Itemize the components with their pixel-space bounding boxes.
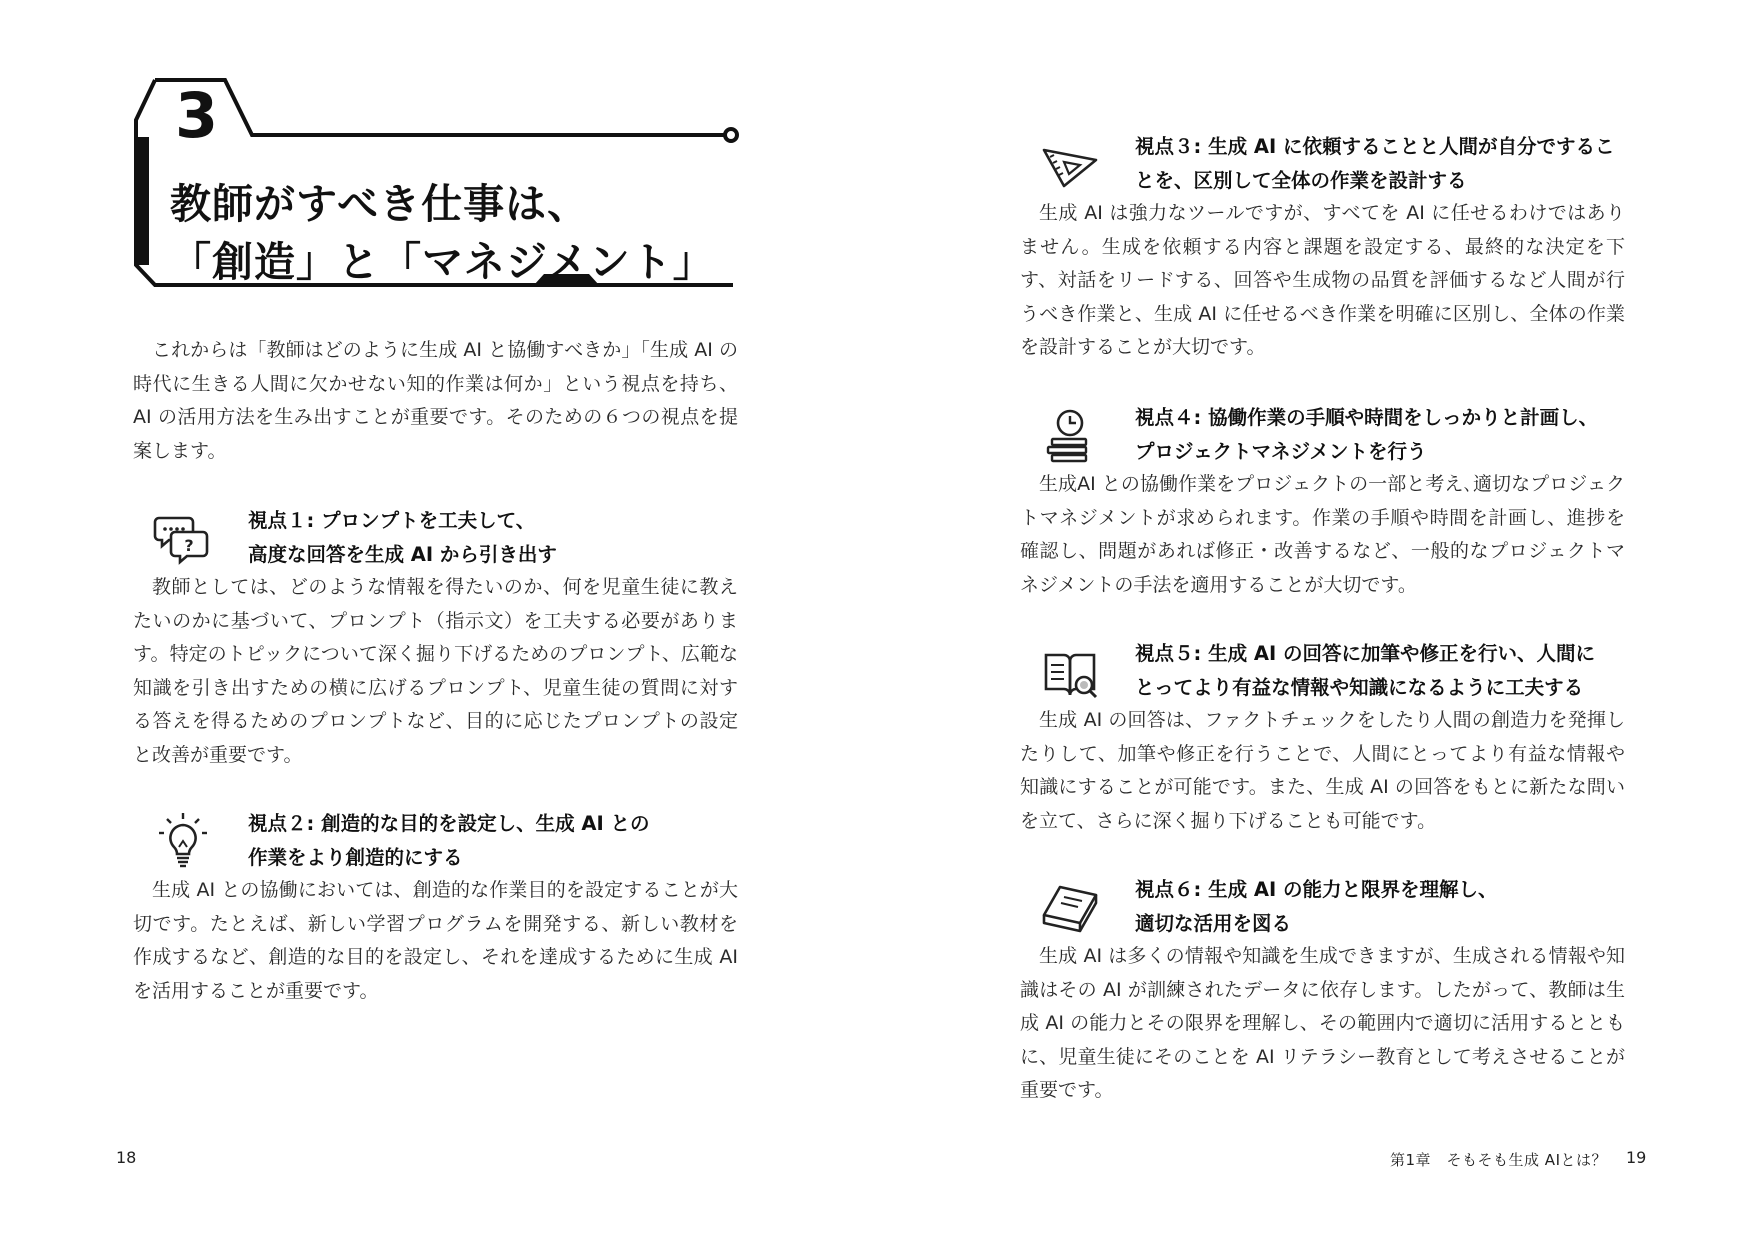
viewpoint-6-title <box>1135 873 1635 940</box>
viewpoint-5 <box>1020 637 1625 847</box>
clock-stack-icon <box>1040 407 1100 467</box>
lightbulb-icon <box>153 811 213 871</box>
viewpoint-1-body: 教師としては、どのような情報を得たいのか、何を児童生徒に教えたいのかに基づいて、プロンプト（指示文）を工夫する必要があります。特定のトピックについて深く掘り下げるためのプロンプト、広範な知識を引き出すための横に広げるプロンプト、児童生徒の質問に対する答えを得るためのプロンプトなど、目的に応じたプロンプトの設定と改善が重要です。 <box>133 576 738 766</box>
viewpoint-3-body: 生成 AI は強力なツールですが、すべてを AI に任せるわけではありません。生成を依頼する内容と課題を設定する、最終的な決定を下す、対話をリードする、回答や生成物の品質を評価するなど人間が行うべき作業と、生成 AI に任せるべき作業を明確に区別し、全体の作業を設計することが大切です。 <box>1020 202 1625 358</box>
viewpoint-5-body: 生成 AI の回答は、ファクトチェックをしたり人間の創造力を発揮したりして、加筆や修正を行うことで、人間にとってより有益な情報や知識にすることが可能です。また、生成 AI の回答をもとに新たな問いを立て、さらに深く掘り下げることも可能です。 <box>1020 709 1625 832</box>
viewpoint-4-body: 生成AI との協働作業をプロジェクトの一部と考え､適切なプロジェクトマネジメントが求められます。作業の手順や時間を計画し、進捗を確認し、問題があれば修正・改善するなど、一般的なプロジェクトマネジメントの手法を適用することが大切です。 <box>1020 473 1625 596</box>
page-number-left: 18 <box>116 1148 137 1167</box>
viewpoint-4-title <box>1135 401 1635 468</box>
chapter-title-line1: 教師がすべき仕事は、 <box>170 180 590 228</box>
viewpoint-2-title <box>248 807 748 874</box>
viewpoint-1-title-line2: 高度な回答を生成 AI から引き出す <box>248 542 557 566</box>
viewpoint-5-title <box>1135 637 1635 704</box>
page-number-right: 19 <box>1626 1148 1647 1167</box>
chapter-title-line2: 「創造」と「マネジメント」 <box>170 238 715 286</box>
viewpoint-2-title-line2: 作業をより創造的にする <box>248 845 463 869</box>
viewpoint-6 <box>1020 873 1625 1113</box>
svg-text:?: ? <box>184 536 194 555</box>
viewpoint-6-title-line1: 視点６: 生成 AI の能力と限界を理解し、 <box>1135 878 1498 901</box>
viewpoint-3 <box>1020 130 1625 370</box>
viewpoint-4 <box>1020 401 1625 611</box>
triangle-ruler-icon <box>1040 136 1100 196</box>
chat-question-icon <box>153 510 213 570</box>
viewpoint-2-title-line1: 視点２: 創造的な目的を設定し、生成 AI との <box>248 812 650 835</box>
chapter-title <box>170 175 715 291</box>
intro-paragraph: これからは「教師はどのように生成 AI と協働すべきか」「生成 AI の時代に生きる人間に欠かせない知的作業は何か」という視点を持ち、AI の活用方法を生み出すことが重要です。そのための６つの視点を提案します。 <box>133 339 738 462</box>
viewpoint-1 <box>133 504 738 774</box>
viewpoint-1-title <box>248 504 748 571</box>
running-head: 第1章 そもそも生成 AIとは？ <box>1390 1151 1607 1169</box>
chapter-number: 3 <box>175 79 219 152</box>
viewpoint-6-body: 生成 AI は多くの情報や知識を生成できますが、生成される情報や知識はその AI が訓練されたデータに依存します。したがって、教師は生成 AI の能力とその限界を理解し、その範囲内で適切に活用するとともに、児童生徒にそのことを AI リテラシー教育として考えさせることが重要です。 <box>1020 945 1625 1101</box>
right-page <box>877 0 1755 1240</box>
book-magnifier-icon <box>1040 645 1100 705</box>
viewpoint-1-title-line1: 視点１: プロンプトを工夫して、 <box>248 509 536 532</box>
viewpoint-6-title-line2: 適切な活用を図る <box>1135 911 1292 935</box>
closed-book-icon <box>1040 879 1100 939</box>
viewpoint-4-title-line1: 視点４: 協働作業の手順や時間をしっかりと計画し、 <box>1135 406 1599 429</box>
viewpoint-5-title-line1: 視点５: 生成 AI の回答に加筆や修正を行い、人間に <box>1135 642 1596 665</box>
viewpoint-3-title-line2: とを、区別して全体の作業を設計する <box>1135 168 1467 192</box>
left-page <box>0 0 877 1240</box>
viewpoint-5-title-line2: とってより有益な情報や知識になるように工夫する <box>1135 675 1584 699</box>
chapter-header <box>130 75 750 325</box>
viewpoint-2-body: 生成 AI との協働においては、創造的な作業目的を設定することが大切です。たとえば、新しい学習プログラムを開発する、新しい教材を作成するなど、創造的な目的を設定し、それを達成するために生成 AI を活用することが重要です。 <box>133 879 738 1002</box>
viewpoint-2 <box>133 807 738 1007</box>
viewpoint-3-title <box>1135 130 1635 197</box>
viewpoint-3-title-line1: 視点３: 生成 AI に依頼することと人間が自分でするこ <box>1135 135 1615 158</box>
viewpoint-4-title-line2: プロジェクトマネジメントを行う <box>1135 439 1427 463</box>
